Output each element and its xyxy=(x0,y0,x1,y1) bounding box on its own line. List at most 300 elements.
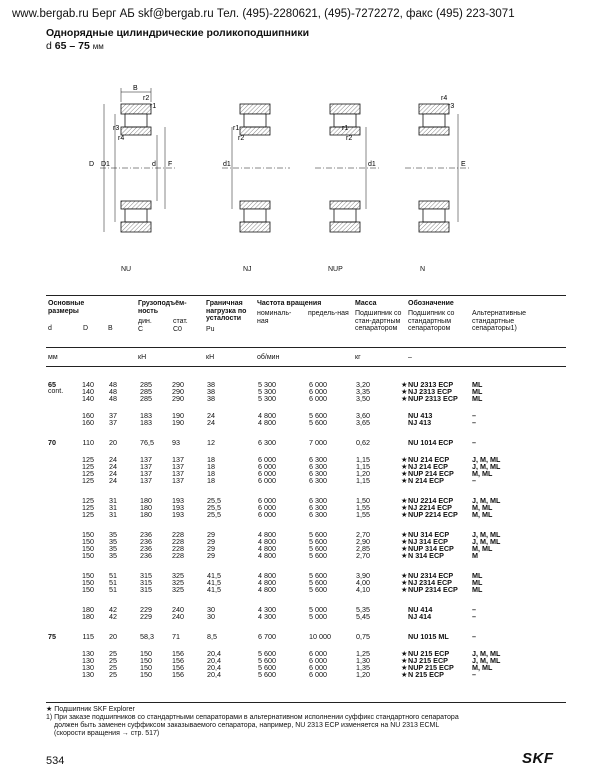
cell-alt: ML xyxy=(472,585,483,594)
cell-pu: 25,5 xyxy=(207,510,221,519)
cell-star: ★ xyxy=(401,476,408,485)
cell-c0: 156 xyxy=(172,656,184,665)
diagram-nu xyxy=(89,85,175,232)
cell-star: ★ xyxy=(401,462,408,471)
cell-m: 1,25 xyxy=(356,649,370,658)
cell-alt: ML xyxy=(472,578,483,587)
cell-sp2: 6 000 xyxy=(309,649,327,658)
col-d: d xyxy=(48,325,52,332)
unit-kn: кН xyxy=(138,354,147,361)
cell-pu: 41,5 xyxy=(207,585,221,594)
label-nj-r2: r2 xyxy=(238,135,245,142)
cell-c0: 228 xyxy=(172,530,184,539)
cell-c: 315 xyxy=(140,578,152,587)
cell-pu: 29 xyxy=(207,551,215,560)
cell-sp1: 6 300 xyxy=(258,438,276,447)
unit-dash: – xyxy=(408,354,412,361)
diagram-nj xyxy=(222,104,290,232)
bearing-diagrams xyxy=(0,60,589,270)
type-label-nu: NU xyxy=(121,266,132,273)
cell-b: 31 xyxy=(109,496,117,505)
label-r1: r1 xyxy=(150,103,157,110)
cell-pu: 24 xyxy=(207,418,215,427)
cell-m: 1,15 xyxy=(356,462,370,471)
cell-alt: ML xyxy=(472,394,483,403)
cell-b: 37 xyxy=(109,418,117,427)
cell-b: 35 xyxy=(109,530,117,539)
cell-des: N 215 ECP xyxy=(408,670,444,679)
cell-des: NU 2314 ECP xyxy=(408,571,454,580)
cell-d: 150 xyxy=(82,571,94,580)
cell-alt: – xyxy=(472,670,476,679)
cell-des: NJ 2313 ECP xyxy=(408,387,452,396)
cell-d: 75 xyxy=(48,632,56,641)
cell-star: ★ xyxy=(401,663,408,672)
label-nup-r2: r2 xyxy=(346,135,353,142)
col-desig-sub: Подшипник со стандартным сепаратором xyxy=(408,310,455,333)
cell-d: 140 xyxy=(82,380,94,389)
cell-d: 150 xyxy=(82,585,94,594)
cell-pu: 29 xyxy=(207,537,215,546)
table-row xyxy=(0,671,589,679)
cell-m: 2,85 xyxy=(356,544,370,553)
cell-d: 130 xyxy=(82,656,94,665)
cell-c: 137 xyxy=(140,469,152,478)
cell-alt: – xyxy=(472,612,476,621)
cell-alt: – xyxy=(472,605,476,614)
cell-c0: 325 xyxy=(172,578,184,587)
cell-c: 137 xyxy=(140,455,152,464)
label-r4: r4 xyxy=(118,135,125,142)
table-row xyxy=(0,395,589,403)
cell-sp2: 5 600 xyxy=(309,544,327,553)
cell-d: 130 xyxy=(82,663,94,672)
cell-sp2: 6 000 xyxy=(309,663,327,672)
cell-m: 1,20 xyxy=(356,670,370,679)
cell-c0: 325 xyxy=(172,585,184,594)
cell-d: 150 xyxy=(82,544,94,553)
type-label-n: N xyxy=(420,266,426,273)
table-row xyxy=(0,633,589,641)
cell-sp2: 6 000 xyxy=(309,394,327,403)
cell-sp1: 5 600 xyxy=(258,663,276,672)
cell-m: 2,90 xyxy=(356,537,370,546)
label-nup-d1: d1 xyxy=(368,161,376,168)
cell-sp1: 4 800 xyxy=(258,544,276,553)
cell-alt: ML xyxy=(472,387,483,396)
footnote-1-line1: 1) При заказе подшипников со стандартными сепараторами в альтернативном исполнении суффикс стандартного сепаратора xyxy=(46,714,459,721)
diagram-nup xyxy=(315,104,380,232)
cell-des: NUP 2313 ECP xyxy=(408,394,458,403)
unit-rpm: об/мин xyxy=(257,354,280,361)
cell-d: 125 xyxy=(82,496,94,505)
cell-alt: J, M, ML xyxy=(472,496,501,505)
cell-b: 48 xyxy=(109,394,117,403)
label-nj-r1: r1 xyxy=(233,125,240,132)
table-row xyxy=(0,511,589,519)
cell-m: 5,35 xyxy=(356,605,370,614)
cell-sp2: 5 600 xyxy=(309,418,327,427)
cell-m: 1,15 xyxy=(356,455,370,464)
label-nup-r1: r1 xyxy=(342,125,349,132)
cell-m: 3,20 xyxy=(356,380,370,389)
cell-pu: 25,5 xyxy=(207,496,221,505)
cell-m: 1,15 xyxy=(356,476,370,485)
subtitle-d: d xyxy=(46,40,52,52)
subtitle-unit: мм xyxy=(92,42,104,51)
subtitle-range: 65 – 75 xyxy=(54,40,90,52)
cell-m: 3,35 xyxy=(356,387,370,396)
col-alt: Альтернативные стандартные сепараторы1) xyxy=(472,310,526,333)
label-n-r3: r3 xyxy=(448,103,455,110)
cell-star: ★ xyxy=(401,510,408,519)
cell-sp2: 6 000 xyxy=(309,380,327,389)
cell-c: 285 xyxy=(140,380,152,389)
cell-alt: J, M, ML xyxy=(472,455,501,464)
cell-sp1: 5 300 xyxy=(258,387,276,396)
table-row xyxy=(0,586,589,594)
cell-sp1: 6 000 xyxy=(258,496,276,505)
cell-sp2: 6 300 xyxy=(309,496,327,505)
cell-c0: 137 xyxy=(172,455,184,464)
cell-b: 35 xyxy=(109,551,117,560)
cell-des: NJ 413 xyxy=(408,418,432,427)
cell-c: 150 xyxy=(140,670,152,679)
cell-pu: 20,4 xyxy=(207,663,221,672)
cell-c: 315 xyxy=(140,571,152,580)
cell-pu: 18 xyxy=(207,462,215,471)
cell-b: 35 xyxy=(109,544,117,553)
cell-star: ★ xyxy=(401,503,408,512)
cell-c0: 156 xyxy=(172,649,184,658)
cell-c0: 190 xyxy=(172,411,184,420)
cell-sp2: 5 600 xyxy=(309,537,327,546)
cell-c: 180 xyxy=(140,496,152,505)
cell-m: 4,00 xyxy=(356,578,370,587)
cell-c0: 137 xyxy=(172,476,184,485)
label-r3: r3 xyxy=(113,125,120,132)
cell-c: 236 xyxy=(140,544,152,553)
cell-b: 37 xyxy=(109,411,117,420)
cell-c: 150 xyxy=(140,649,152,658)
cell-c0: 228 xyxy=(172,551,184,560)
cell-m: 1,55 xyxy=(356,510,370,519)
cell-c: 285 xyxy=(140,387,152,396)
col-speed: Частота вращения xyxy=(257,300,322,307)
cell-c: 137 xyxy=(140,476,152,485)
cell-m: 2,70 xyxy=(356,551,370,560)
cell-c: 137 xyxy=(140,462,152,471)
cell-m: 0,75 xyxy=(356,632,370,641)
cell-m: 1,35 xyxy=(356,663,370,672)
cell-sp1: 6 000 xyxy=(258,462,276,471)
col-nominal: номиналь-ная xyxy=(257,310,292,325)
cell-c0: 193 xyxy=(172,503,184,512)
cell-c: 236 xyxy=(140,537,152,546)
cell-d: 130 xyxy=(82,670,94,679)
label-n-r4: r4 xyxy=(441,95,448,102)
cell-des: NUP 314 ECP xyxy=(408,544,454,553)
cell-sp1: 5 600 xyxy=(258,656,276,665)
cell-b: 20 xyxy=(109,438,117,447)
cell-des: NU 413 xyxy=(408,411,433,420)
cell-star: ★ xyxy=(401,544,408,553)
cell-des: NUP 215 ECP xyxy=(408,663,454,672)
cell-des: NJ 2214 ECP xyxy=(408,503,452,512)
cell-star: ★ xyxy=(401,496,408,505)
cell-d: 125 xyxy=(82,469,94,478)
unit-kg: кг xyxy=(355,354,361,361)
cell-sp1: 4 800 xyxy=(258,585,276,594)
cell-c0: 190 xyxy=(172,418,184,427)
cell-sp1: 4 300 xyxy=(258,612,276,621)
rule-units xyxy=(46,366,566,367)
table-row xyxy=(0,477,589,485)
cell-sp1: 6 000 xyxy=(258,503,276,512)
diagram-n xyxy=(405,95,470,232)
cell-m: 1,55 xyxy=(356,503,370,512)
cell-sp2: 5 600 xyxy=(309,578,327,587)
cell-sp1: 6 000 xyxy=(258,510,276,519)
cell-star: ★ xyxy=(401,585,408,594)
cell-sp2: 6 300 xyxy=(309,503,327,512)
cell-d: 115 xyxy=(82,632,94,641)
cell-sp2: 5 600 xyxy=(309,411,327,420)
col-C: C xyxy=(138,326,144,333)
unit-mm: мм xyxy=(48,354,58,361)
cell-sp2: 6 300 xyxy=(309,476,327,485)
cell-sp2: 5 600 xyxy=(309,585,327,594)
cell-des: NJ 214 ECP xyxy=(408,462,448,471)
cell-c0: 193 xyxy=(172,496,184,505)
table-row xyxy=(0,439,589,447)
cell-alt: ML xyxy=(472,571,483,580)
cell-sp2: 6 300 xyxy=(309,455,327,464)
col-load: Грузоподъём-ность xyxy=(138,300,187,315)
cell-star: ★ xyxy=(401,551,408,560)
cell-des: N 214 ECP xyxy=(408,476,444,485)
cell-c0: 137 xyxy=(172,469,184,478)
cell-des: NU 2313 ECP xyxy=(408,380,454,389)
cell-star: ★ xyxy=(401,537,408,546)
cell-sp1: 6 000 xyxy=(258,455,276,464)
unit-kn-pu: кН xyxy=(206,354,215,361)
label-D1: D1 xyxy=(101,161,110,168)
table-row xyxy=(0,613,589,621)
cell-pu: 20,4 xyxy=(207,670,221,679)
cont-label: cont. xyxy=(48,388,64,395)
cell-alt: J, M, ML xyxy=(472,537,501,546)
label-d: d xyxy=(152,161,156,168)
cell-c0: 325 xyxy=(172,571,184,580)
cell-c: 315 xyxy=(140,585,152,594)
cell-pu: 25,5 xyxy=(207,503,221,512)
cell-sp1: 4 800 xyxy=(258,418,276,427)
cell-pu: 18 xyxy=(207,469,215,478)
cell-des: NUP 214 ECP xyxy=(408,469,454,478)
col-B: B xyxy=(108,325,113,332)
cell-sp1: 4 800 xyxy=(258,578,276,587)
cell-sp2: 5 600 xyxy=(309,530,327,539)
cell-b: 24 xyxy=(109,469,117,478)
cell-pu: 38 xyxy=(207,380,215,389)
cell-des: NU 215 ECP xyxy=(408,649,450,658)
label-b: B xyxy=(133,85,138,92)
cell-sp1: 5 300 xyxy=(258,394,276,403)
skf-logo: SKF xyxy=(522,750,554,767)
cell-b: 24 xyxy=(109,462,117,471)
cell-star: ★ xyxy=(401,469,408,478)
cell-pu: 18 xyxy=(207,455,215,464)
cell-d: 125 xyxy=(82,510,94,519)
cell-m: 1,20 xyxy=(356,469,370,478)
cell-b: 25 xyxy=(109,670,117,679)
cell-c: 229 xyxy=(140,612,152,621)
cell-c0: 193 xyxy=(172,510,184,519)
cell-sp2: 5 000 xyxy=(309,605,327,614)
col-designation: Обозначение xyxy=(408,300,454,307)
cell-d: 160 xyxy=(82,418,94,427)
cell-alt: M, ML xyxy=(472,503,493,512)
cell-sp2: 5 600 xyxy=(309,571,327,580)
cell-c0: 137 xyxy=(172,462,184,471)
cell-b: 25 xyxy=(109,649,117,658)
cell-des: NJ 2314 ECP xyxy=(408,578,452,587)
col-C0: C0 xyxy=(173,326,182,333)
cell-sp1: 6 000 xyxy=(258,476,276,485)
cell-b: 31 xyxy=(109,503,117,512)
cell-b: 25 xyxy=(109,656,117,665)
table-row xyxy=(0,552,589,560)
cell-pu: 38 xyxy=(207,394,215,403)
cell-c0: 228 xyxy=(172,537,184,546)
cell-c0: 156 xyxy=(172,670,184,679)
cell-c: 229 xyxy=(140,605,152,614)
col-mass: Масса xyxy=(355,300,377,307)
cell-alt: J, M, ML xyxy=(472,649,501,658)
page-title: Однорядные цилиндрические роликоподшипники xyxy=(46,27,310,39)
cell-b: 42 xyxy=(109,605,117,614)
cell-alt: J, M, ML xyxy=(472,530,501,539)
col-main-dims: Основные размеры xyxy=(48,300,85,315)
cell-sp2: 6 000 xyxy=(309,656,327,665)
cell-alt: – xyxy=(472,438,476,447)
cell-sp1: 4 800 xyxy=(258,411,276,420)
cell-sp2: 6 300 xyxy=(309,462,327,471)
cell-d: 110 xyxy=(82,438,94,447)
cell-star: ★ xyxy=(401,380,408,389)
cell-alt: ML xyxy=(472,380,483,389)
cell-c: 236 xyxy=(140,530,152,539)
cell-c: 183 xyxy=(140,418,152,427)
cell-b: 51 xyxy=(109,585,117,594)
label-n-E: E xyxy=(461,161,466,168)
cell-star: ★ xyxy=(401,455,408,464)
cell-c0: 228 xyxy=(172,544,184,553)
cell-m: 3,60 xyxy=(356,411,370,420)
cell-pu: 12 xyxy=(207,438,215,447)
cell-b: 42 xyxy=(109,612,117,621)
cell-alt: J, M, ML xyxy=(472,656,501,665)
cell-pu: 8,5 xyxy=(207,632,217,641)
rule-top xyxy=(46,295,566,296)
cell-d: 140 xyxy=(82,394,94,403)
page-number: 534 xyxy=(46,755,65,767)
cell-c: 180 xyxy=(140,503,152,512)
cell-des: NJ 414 xyxy=(408,612,432,621)
cell-c: 150 xyxy=(140,663,152,672)
cell-d: 180 xyxy=(82,605,94,614)
cell-sp2: 5 600 xyxy=(309,551,327,560)
cell-pu: 41,5 xyxy=(207,578,221,587)
cell-sp1: 6 700 xyxy=(258,632,276,641)
cell-sp2: 6 300 xyxy=(309,510,327,519)
cell-d: 125 xyxy=(82,455,94,464)
cell-c: 58,3 xyxy=(140,632,154,641)
cell-des: NU 2214 ECP xyxy=(408,496,454,505)
cell-d: 150 xyxy=(82,551,94,560)
cell-c0: 240 xyxy=(172,605,184,614)
cell-alt: M, ML xyxy=(472,544,493,553)
cell-pu: 38 xyxy=(207,387,215,396)
cell-star: ★ xyxy=(401,670,408,679)
cell-sp1: 4 800 xyxy=(258,571,276,580)
cell-m: 1,50 xyxy=(356,496,370,505)
cell-c0: 93 xyxy=(172,438,180,447)
cell-pu: 20,4 xyxy=(207,649,221,658)
cell-c: 180 xyxy=(140,510,152,519)
cell-c: 76,5 xyxy=(140,438,154,447)
cell-c0: 71 xyxy=(172,632,180,641)
label-nj-d1: d1 xyxy=(223,161,231,168)
col-Pu: Pu xyxy=(206,326,215,333)
cell-star: ★ xyxy=(401,387,408,396)
cell-b: 20 xyxy=(109,632,117,641)
cell-sp1: 5 300 xyxy=(258,380,276,389)
cell-sp2: 6 000 xyxy=(309,670,327,679)
cell-m: 3,50 xyxy=(356,394,370,403)
col-dyn: дин. xyxy=(138,318,152,325)
cell-d: 180 xyxy=(82,612,94,621)
footnote-1-line2: должен быть заменен суффиксом заказываемого сепаратора, например, NU 2313 ECP изменяется на NU 2313 ECML xyxy=(54,722,440,729)
cell-d: 150 xyxy=(82,530,94,539)
label-D: D xyxy=(89,161,95,168)
cell-b: 31 xyxy=(109,510,117,519)
cell-sp1: 6 000 xyxy=(258,469,276,478)
cell-des: NJ 314 ECP xyxy=(408,537,448,546)
cell-sp1: 5 600 xyxy=(258,649,276,658)
cell-d: 150 xyxy=(82,578,94,587)
cell-alt: – xyxy=(472,632,476,641)
rule-bottom xyxy=(46,702,566,703)
cell-des: NU 214 ECP xyxy=(408,455,450,464)
cell-c: 183 xyxy=(140,411,152,420)
page-subtitle xyxy=(46,40,104,52)
cell-star: ★ xyxy=(401,571,408,580)
rule-mid xyxy=(46,347,566,348)
cell-c: 236 xyxy=(140,551,152,560)
cell-d: 125 xyxy=(82,462,94,471)
cell-d: 70 xyxy=(48,438,56,447)
cell-alt: M, ML xyxy=(472,469,493,478)
cell-c: 285 xyxy=(140,394,152,403)
cell-star: ★ xyxy=(401,578,408,587)
cell-sp1: 4 800 xyxy=(258,537,276,546)
cell-pu: 30 xyxy=(207,612,215,621)
cell-des: NU 1014 ECP xyxy=(408,438,454,447)
cell-b: 51 xyxy=(109,578,117,587)
cell-sp1: 5 600 xyxy=(258,670,276,679)
